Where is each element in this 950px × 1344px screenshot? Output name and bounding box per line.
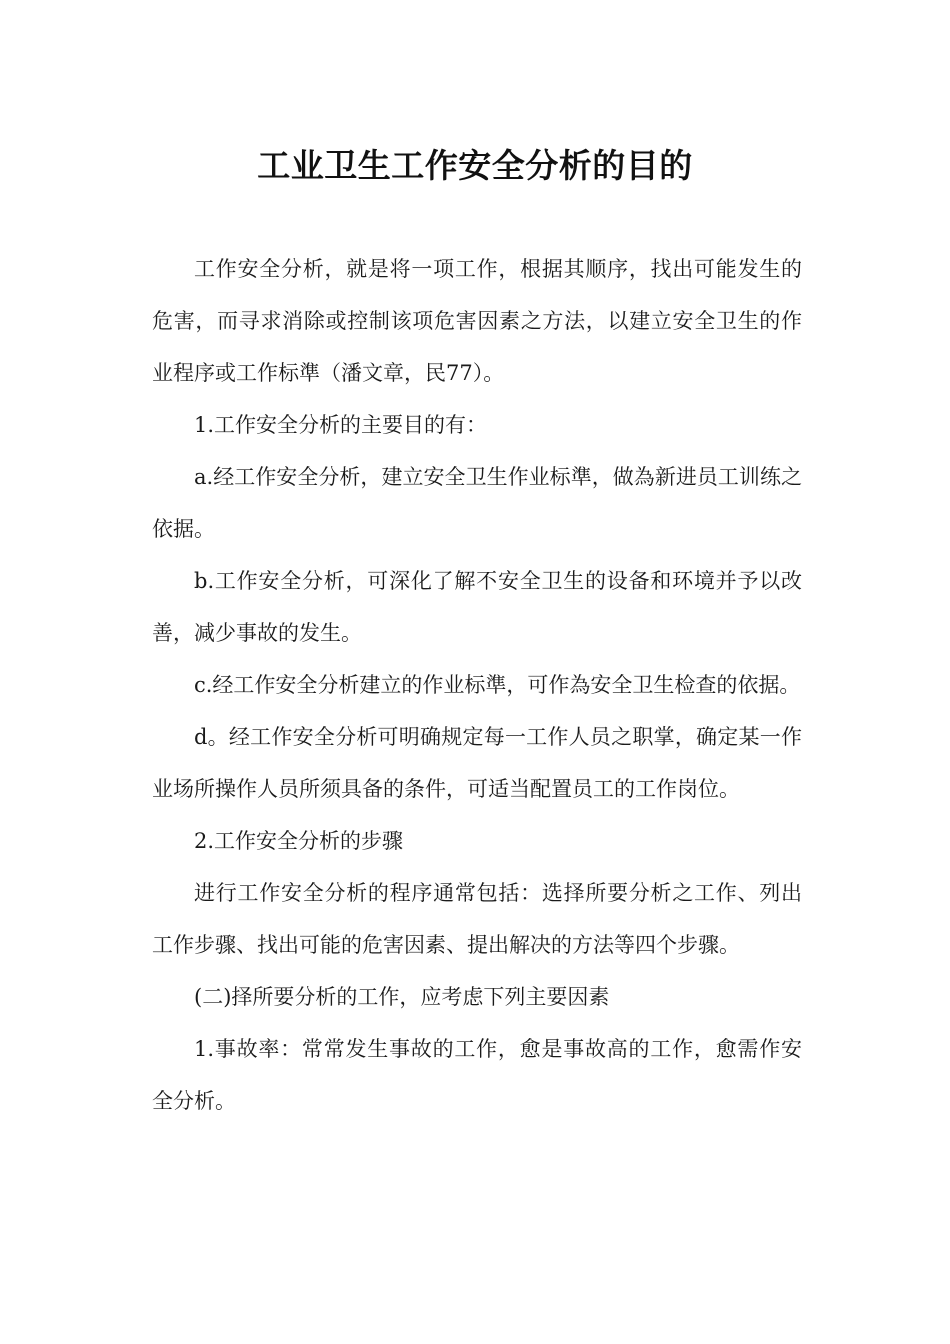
document-title: 工业卫生工作安全分析的目的 (257, 146, 693, 186)
paragraph-intro: 工作安全分析，就是将一项工作，根据其顺序，找出可能发生的危害，而寻求消除或控制该项危害因素之方法，以建立安全卫生的作业程序或工作标準（潘文章，民77）。 (152, 257, 802, 385)
paragraph-purpose-d: d。经工作安全分析可明确规定每一工作人员之职掌，确定某一作业场所操作人员所须具备的条件，可适当配置员工的工作岗位。 (152, 725, 802, 801)
paragraph-accident-rate: 1.事故率：常常发生事故的工作，愈是事故高的工作，愈需作安全分析。 (152, 1037, 802, 1113)
paragraph-purpose-b: b.工作安全分析，可深化了解不安全卫生的设备和环境并予以改善，减少事故的发生。 (152, 569, 802, 645)
paragraph-steps-heading: 2.工作安全分析的步骤 (194, 829, 404, 853)
paragraph-purpose-heading: 1.工作安全分析的主要目的有： (194, 413, 488, 437)
paragraph-purpose-c: c.经工作安全分析建立的作业标準，可作為安全卫生检查的依据。 (194, 673, 801, 697)
paragraph-purpose-a: a.经工作安全分析，建立安全卫生作业标準，做為新进员工训练之依据。 (152, 465, 802, 541)
paragraph-selection-factors: (二)择所要分析的工作，应考虑下列主要因素 (194, 985, 610, 1009)
paragraph-steps-procedure: 进行工作安全分析的程序通常包括：选择所要分析之工作、列出工作步骤、找出可能的危害因素、提出解决的方法等四个步骤。 (152, 881, 802, 957)
document-body (152, 243, 802, 1127)
